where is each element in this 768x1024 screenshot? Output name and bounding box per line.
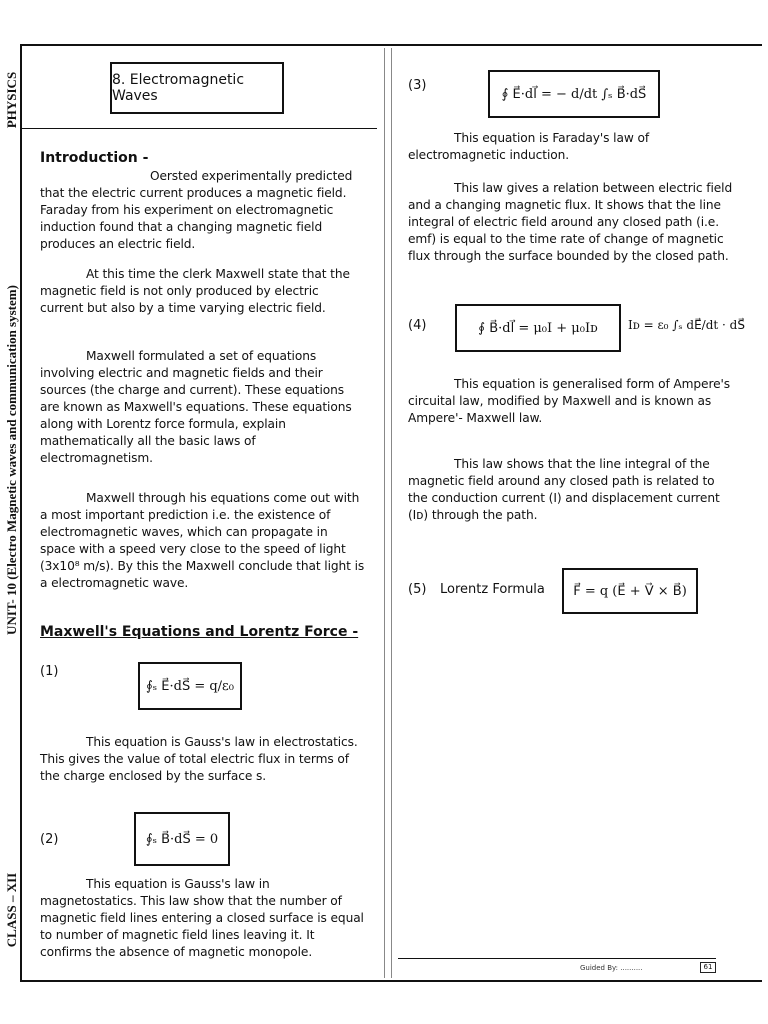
equation-3-explanation: This law gives a relation between electric field and a changing magnetic flux. It shows that the line integral of electric field around any closed path (i.e. emf) is equal to the time rate of change of magnetic flux through the surface bounded by the closed path. (408, 181, 733, 263)
footer-text: Guided By: .......... (580, 964, 643, 972)
intro-paragraph-3: Maxwell formulated a set of equations involving electric and magnetic fields and their sources (the charge and current). These equations are known as Maxwell's equations. These equations along with Lorentz force formula, explain mathematically all the basic laws of electromagnetism. (40, 349, 352, 465)
equation-4-box: ∮ B⃗·dl⃗ = μ₀I + μ₀Iᴅ (455, 304, 621, 352)
title-rule (22, 128, 377, 129)
maxwell-equations-heading: Maxwell's Equations and Lorentz Force - (40, 624, 359, 640)
equation-3-number: (3) (408, 78, 427, 93)
equation-2-number: (2) (40, 832, 59, 847)
equation-4-explanation: This law shows that the line integral of the magnetic field around any closed path is related to the conduction current (I) and displacement current (Iᴅ) through the path. (408, 457, 720, 522)
equation-4-number: (4) (408, 318, 427, 333)
page-left-border (20, 44, 22, 980)
side-label-subject: PHYSICS (4, 71, 19, 129)
equation-2-description: This equation is Gauss's law in magnetostatics. This law show that the number of magnetic field lines entering a closed surface is equal to number of magnetic field lines leaving it. It confirms the absence of magnetic monopole. (40, 877, 364, 959)
equation-1-description: This equation is Gauss's law in electrostatics. This gives the value of total electric flux in terms of the charge enclosed by the surface s. (40, 735, 358, 783)
footer-rule (398, 958, 716, 959)
equation-3-box: ∮ E⃗·dl⃗ = − d/dt ∫ₛ B⃗·dS⃗ (488, 70, 660, 118)
equation-5-box: F⃗ = q (E⃗ + V⃗ × B⃗) (562, 568, 698, 614)
chapter-title: 8. Electromagnetic Waves (110, 62, 284, 114)
equation-2-box: ∮ₛ B⃗·dS⃗ = 0 (134, 812, 230, 866)
introduction-heading: Introduction - (40, 150, 149, 166)
equation-5-number: (5) (408, 582, 427, 597)
page-number: 61 (700, 962, 716, 973)
equation-4-description: This equation is generalised form of Ampere's circuital law, modified by Maxwell and is known as Ampere'- Maxwell law. (408, 377, 730, 425)
intro-paragraph-4: Maxwell through his equations come out with a most important prediction i.e. the existence of electromagnetic waves, which can propagate in space with a speed very close to the speed of light (3x10⁸ m/s). By this the Maxwell conclude that light is a electromagnetic wave. (40, 491, 365, 590)
column-divider (384, 48, 392, 978)
intro-paragraph-2: At this time the clerk Maxwell state that the magnetic field is not only produced by electric current but also by a time varying electric field. (40, 267, 350, 315)
equation-1-box: ∮ₛ E⃗·dS⃗ = q/ε₀ (138, 662, 242, 710)
intro-paragraph-1: Oersted experimentally predicted that the electric current produces a magnetic field. Faraday from his experiment on electromagnetic induction found that a changing magnetic field produces an electric field. (40, 169, 353, 251)
equation-3-description: This equation is Faraday's law of electromagnetic induction. (408, 131, 650, 162)
page-bottom-border (20, 980, 762, 982)
displacement-current-formula: Iᴅ = ε₀ ∫ₛ dE⃗/dt · dS⃗ (628, 318, 745, 332)
page-top-border (20, 44, 762, 46)
equation-1-number: (1) (40, 664, 59, 679)
side-label-class: CLASS – XII (4, 872, 19, 948)
side-label-unit: UNIT- 10 (Electro Magnetic waves and communication system) (4, 285, 19, 635)
lorentz-formula-label: Lorentz Formula (440, 582, 545, 597)
